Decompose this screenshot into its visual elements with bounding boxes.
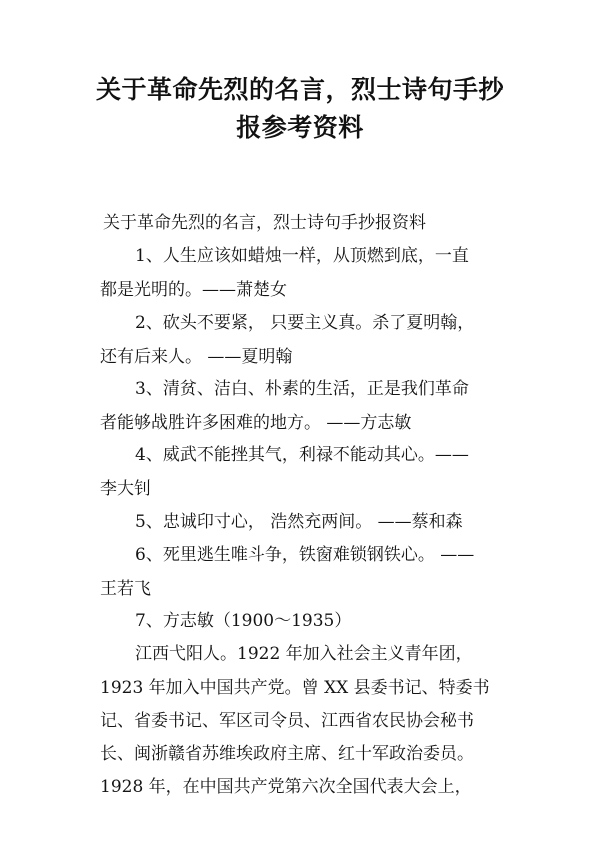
intro-line: 关于革命先烈的名言，烈士诗句手抄报资料 (103, 213, 426, 233)
body-line: 3、清贫、洁白、朴素的生活，正是我们革命 (135, 379, 469, 399)
body-line: 记、省委书记、军区司令员、江西省农民协会秘书 (100, 711, 474, 731)
document-title-line-2: 报参考资料 (236, 113, 364, 142)
body-line: 1923 年加入中国共产党。曾 XX 县委书记、特委书 (100, 678, 490, 698)
body-line: 7、方志敏（1900～1935） (135, 611, 352, 631)
body-line: 1、人生应该如蜡烛一样，从顶燃到底，一直 (135, 246, 469, 266)
body-line: 江西弋阳人。1922 年加入社会主义青年团， (135, 644, 473, 664)
body-line: 5、忠诚印寸心， 浩然充两间。 ——蔡和森 (135, 512, 463, 532)
body-line: 4、威武不能挫其气，利禄不能动其心。—— (135, 445, 469, 465)
body-line: 6、死里逃生唯斗争，铁窗难锁钢铁心。 —— (135, 545, 475, 565)
document-title-line-1: 关于革命先烈的名言，烈士诗句手抄 (95, 75, 504, 104)
body-line: 1928 年，在中国共产党第六次全国代表大会上， (100, 777, 472, 797)
body-line: 2、砍头不要紧， 只要主义真。杀了夏明翰， (135, 313, 475, 333)
body-line: 还有后来人。 ——夏明翰 (100, 347, 293, 367)
body-line: 都是光明的。——萧楚女 (100, 280, 287, 300)
body-line: 李大钊 (100, 479, 151, 499)
body-line: 长、闽浙赣省苏维埃政府主席、红十军政治委员。 (100, 744, 474, 764)
body-line: 者能够战胜许多困难的地方。 ——方志敏 (100, 413, 412, 433)
body-line: 王若飞 (100, 579, 151, 599)
